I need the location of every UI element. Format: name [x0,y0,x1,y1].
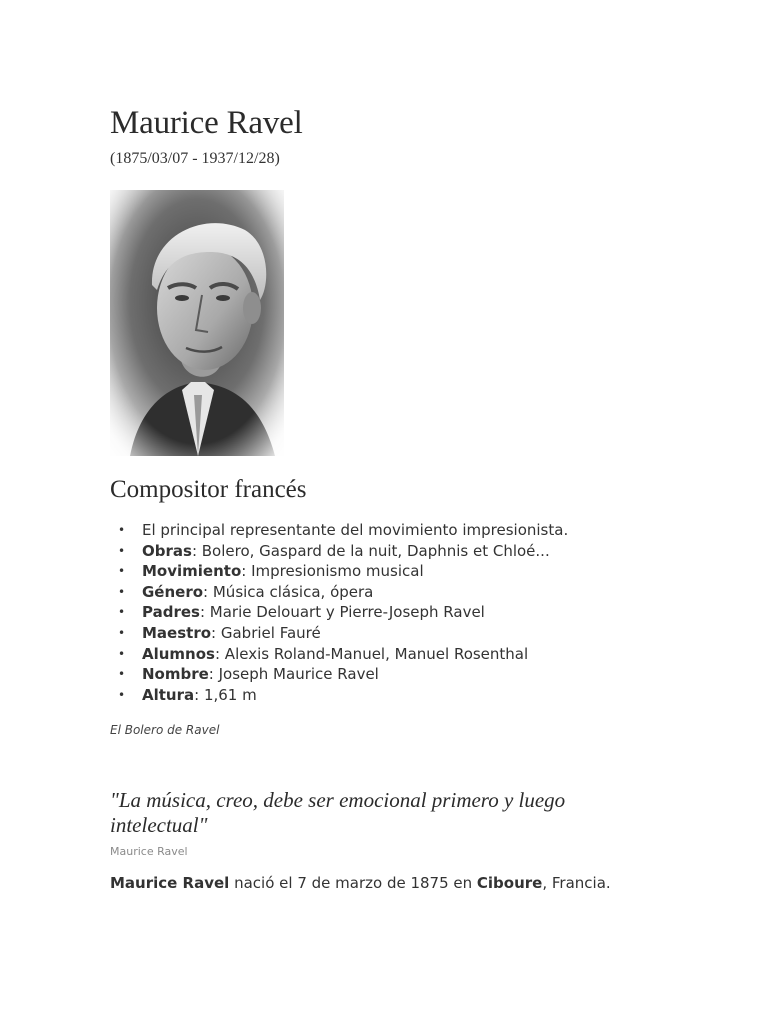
media-caption: El Bolero de Ravel [110,723,220,738]
list-item [110,520,670,541]
fact-label: Alumnos [142,644,215,663]
birth-text: nació el 7 de marzo de 1875 en [229,874,477,893]
fact-value: : Gabriel Fauré [211,623,321,642]
list-item [110,582,670,603]
bullet: • [118,523,126,537]
bullet: • [118,543,126,558]
fact-label: Género [142,582,204,601]
fact-label: Movimiento [142,562,242,581]
fact-label: Maestro [142,623,212,642]
list-item [110,602,670,623]
list-item [110,561,670,582]
fact-label: Obras [142,541,192,560]
life-dates: (1875/03/07 - 1937/12/28) [110,150,280,167]
bullet: • [118,564,126,579]
list-item [110,664,670,685]
fact-value: : Música clásica, ópera [203,582,374,601]
fact-value: : Marie Delouart y Pierre-Joseph Ravel [199,603,485,622]
fact-value: : 1,61 m [194,685,257,704]
birth-place: Ciboure [476,874,543,893]
fact-value: : Impresionismo musical [241,562,424,581]
section-heading: Compositor francés [110,476,307,503]
list-item [110,541,670,562]
quote-text: "La música, creo, debe ser emocional primero y luego intelectual" [110,788,566,838]
fact-label: Altura [142,685,195,704]
facts-list [110,520,670,705]
portrait-photo [110,190,284,456]
page-title: Maurice Ravel [110,105,303,141]
bullet: • [118,667,126,682]
bullet: • [118,605,126,620]
birth-country: , Francia. [542,874,611,893]
quote-author: Maurice Ravel [110,845,188,859]
fact-value: : Joseph Maurice Ravel [208,665,379,684]
fact-label: Padres [142,603,200,622]
bullet: • [118,646,126,661]
article [110,100,670,893]
bullet: • [118,584,126,599]
bullet: • [118,625,126,640]
fact-value: : Alexis Roland-Manuel, Manuel Rosenthal [214,644,529,663]
list-item [110,685,670,706]
list-item [110,644,670,665]
fact-label: Nombre [142,665,209,684]
birth-sentence [110,873,670,893]
birth-name: Maurice Ravel [110,874,230,893]
list-item [110,623,670,644]
bullet: • [118,687,126,702]
fact-text: El principal representante del movimiento impresionista. [142,521,569,539]
fact-value: : Bolero, Gaspard de la nuit, Daphnis et Chloé... [191,541,550,560]
